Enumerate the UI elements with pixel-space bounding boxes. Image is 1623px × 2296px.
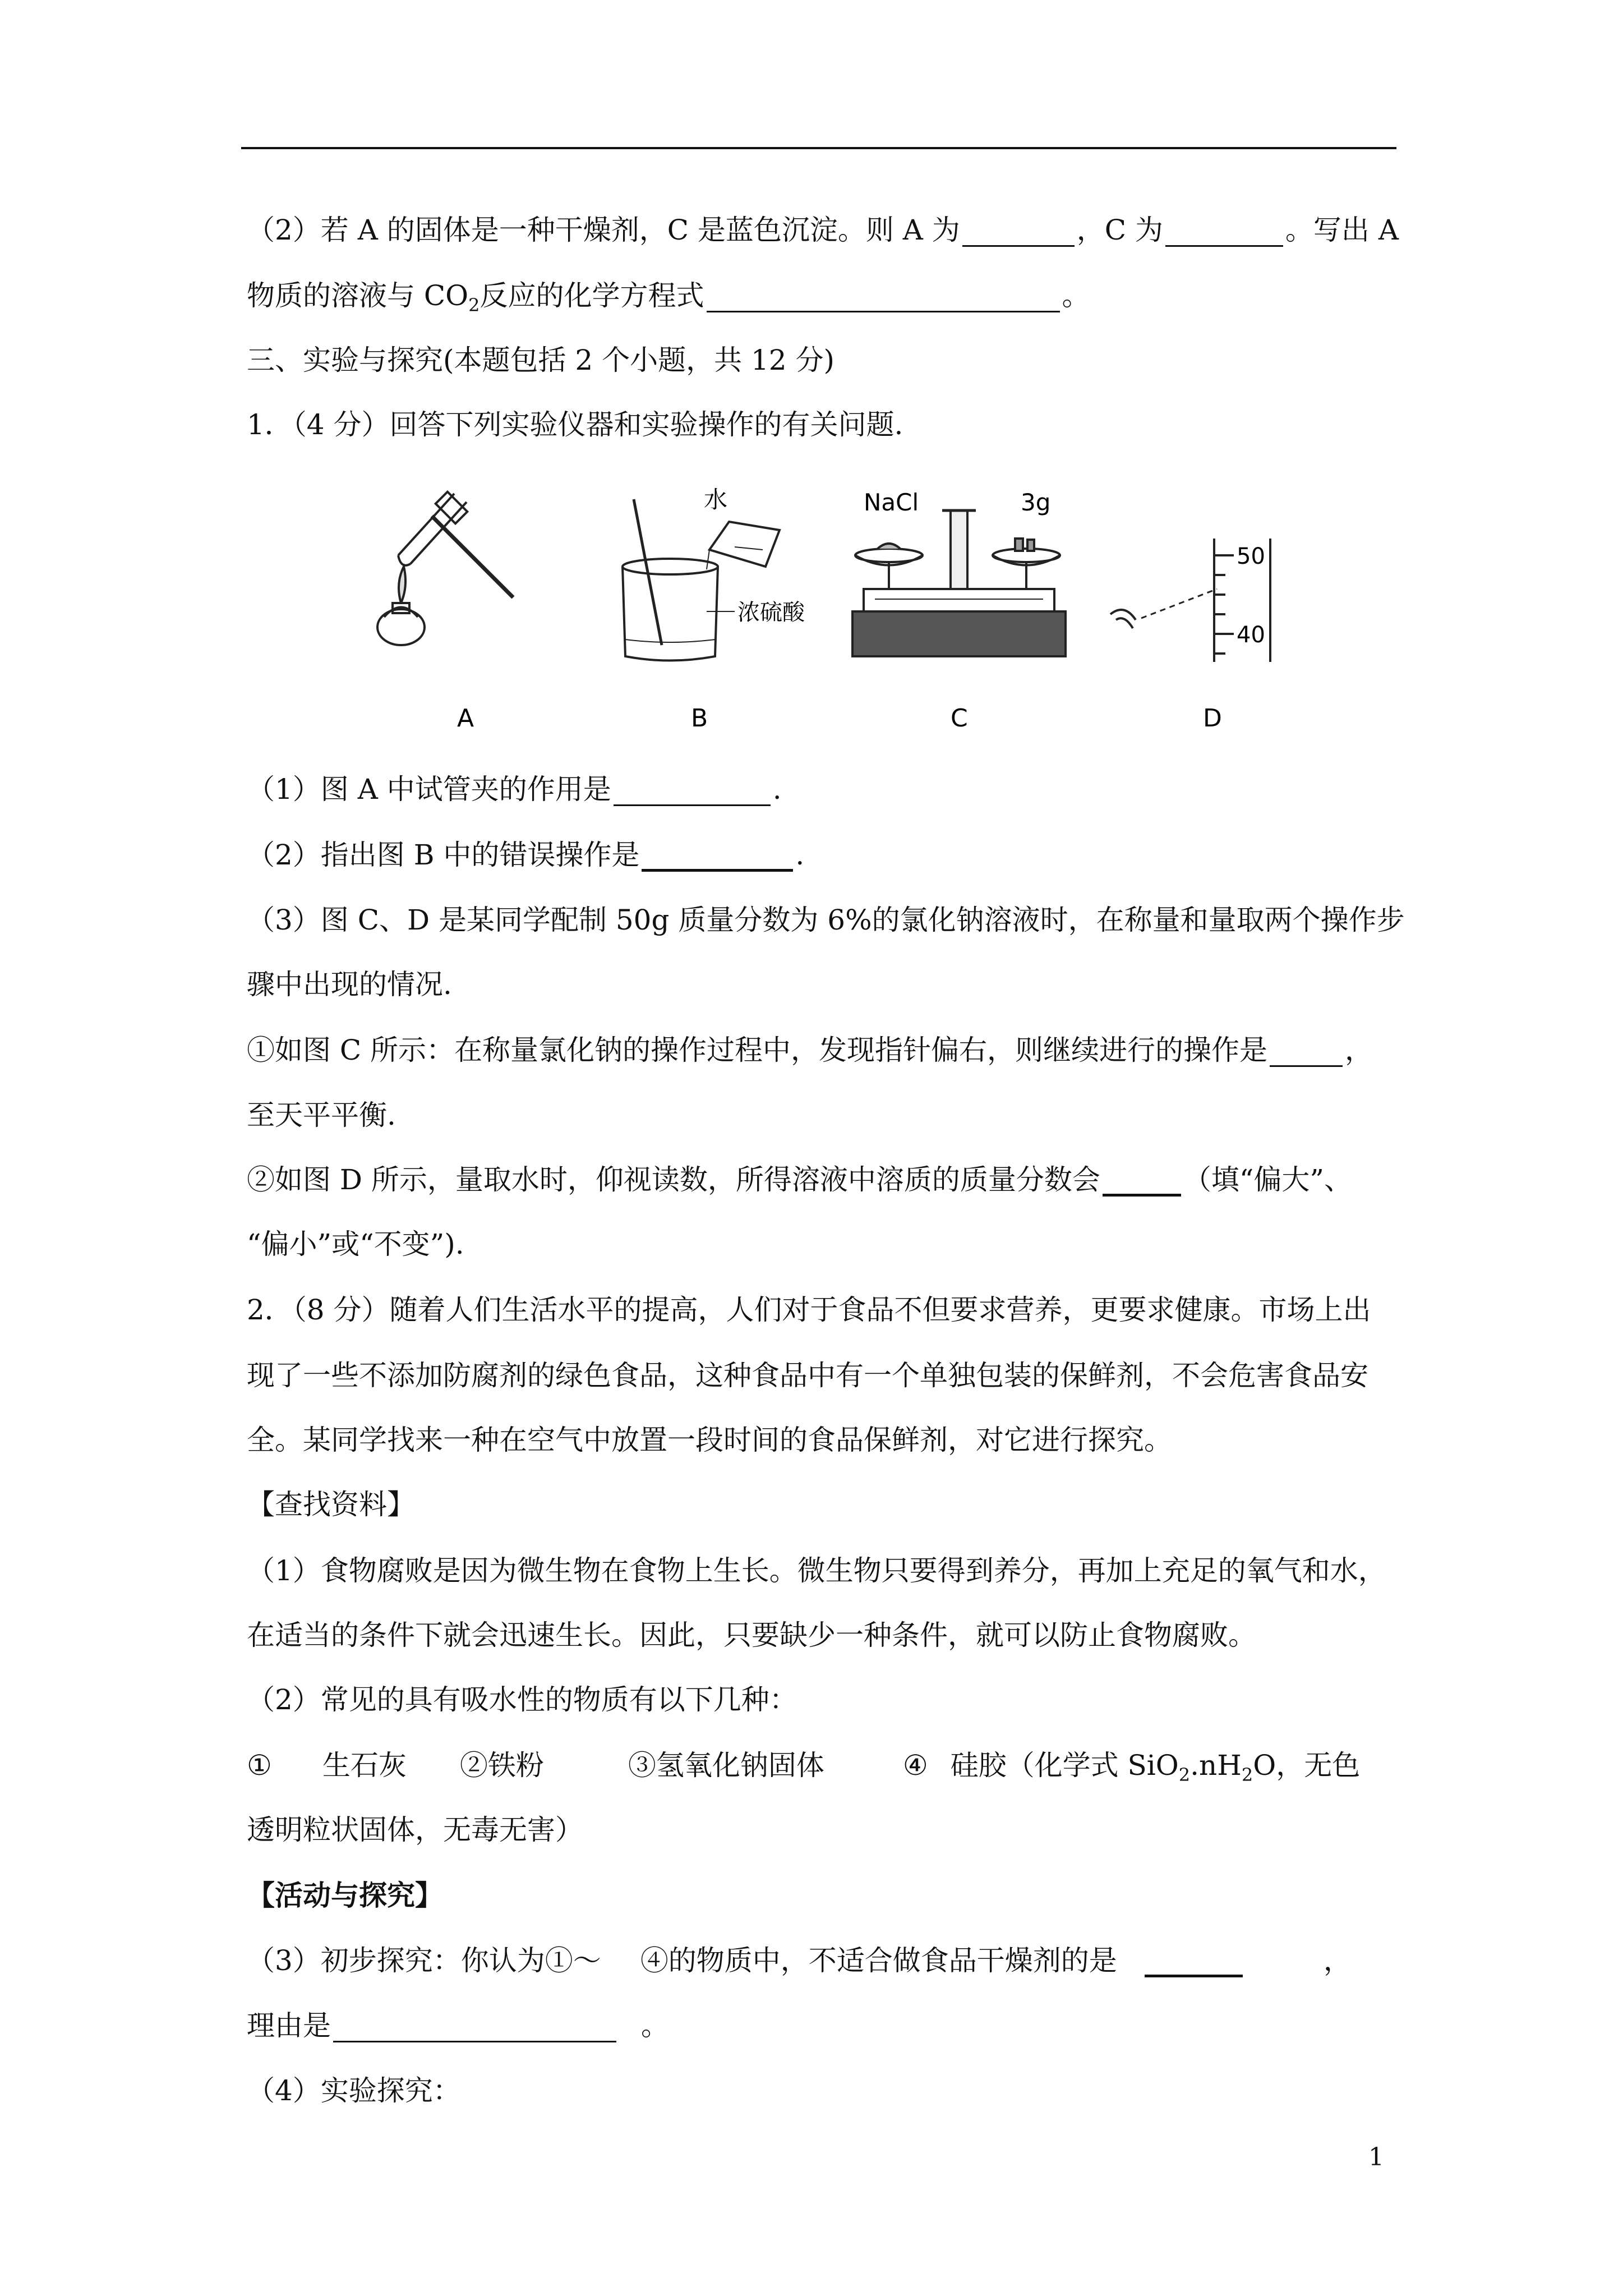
figure-c-balance bbox=[852, 510, 1066, 656]
label-d: D bbox=[1203, 704, 1222, 733]
answer-blank-c[interactable] bbox=[1165, 216, 1283, 247]
answer-blank-next-operation[interactable] bbox=[1270, 1036, 1343, 1067]
label-c: C bbox=[951, 704, 968, 733]
label-nacl: NaCl bbox=[864, 489, 919, 516]
activity-3-line2: 理由是 。 bbox=[247, 2009, 669, 2042]
absorbent-items-line2: 透明粒状固体，无毒无害） bbox=[247, 1814, 583, 1846]
activity-4: （4）实验探究： bbox=[247, 2074, 461, 2107]
apparatus-svg bbox=[370, 477, 1273, 740]
apparatus-figure bbox=[370, 477, 1273, 740]
find-info-1-line1: （1）食物腐败是因为微生物在食物上生长。微生物只要得到养分，再加上充足的氧气和水， bbox=[247, 1554, 1386, 1587]
q1-part3a-line1: ①如图 C 所示：在称量氯化钠的操作过程中，发现指针偏右，则继续进行的操作是 ， bbox=[247, 1034, 1373, 1066]
find-info-2: （2）常见的具有吸水性的物质有以下几种： bbox=[247, 1683, 797, 1716]
activity-heading: 【活动与探究】 bbox=[247, 1879, 443, 1912]
label-a: A bbox=[457, 704, 474, 733]
answer-blank-a[interactable] bbox=[962, 216, 1075, 247]
figure-a-tube-heating bbox=[377, 492, 513, 645]
q2-stem-line3: 全。某同学找来一种在空气中放置一段时间的食品保鲜剂，对它进行探究。 bbox=[247, 1424, 1172, 1456]
header-rule bbox=[241, 147, 1396, 149]
q1-part2: （2）指出图 B 中的错误操作是 . bbox=[247, 839, 805, 871]
answer-blank-mass-fraction[interactable] bbox=[1103, 1165, 1181, 1197]
q1-stem: 1．（4 分）回答下列实验仪器和实验操作的有关问题. bbox=[247, 408, 903, 441]
q2-part2-line1: （2）若 A 的固体是一种干燥剂，C 是蓝色沉淀。则 A 为 ，C 为 。写出 A bbox=[247, 214, 1399, 246]
figure-b-dilution bbox=[623, 499, 780, 661]
answer-blank-equation[interactable] bbox=[707, 282, 1060, 312]
find-info-heading: 【查找资料】 bbox=[247, 1488, 415, 1521]
label-50: 50 bbox=[1237, 544, 1265, 569]
label-conc-sulfuric-acid: 浓硫酸 bbox=[737, 600, 805, 625]
section3-heading: 三、实验与探究(本题包括 2 个小题，共 12 分) bbox=[247, 344, 835, 376]
q1-part3a-line2: 至天平平衡. bbox=[247, 1099, 396, 1131]
q1-part3b-line2: “偏小”或“不变”). bbox=[247, 1228, 464, 1260]
answer-blank-unsuitable-desiccant[interactable] bbox=[1145, 1945, 1243, 1977]
answer-blank-wrong-operation[interactable] bbox=[642, 840, 793, 872]
q1-part3b-line1: ②如图 D 所示，量取水时，仰视读数，所得溶液中溶质的质量分数会 （填“偏大”、 bbox=[247, 1163, 1352, 1196]
absorbent-items-line1: ① 生石灰 ②铁粉 ③氢氧化钠固体 ④ 硅胶（化学式 $SiO_2.nH_2O$，无色 bbox=[247, 1749, 1361, 1786]
q1-part1: （1）图 A 中试管夹的作用是 . bbox=[247, 773, 782, 806]
q1-part3-line2: 骤中出现的情况. bbox=[247, 968, 452, 1001]
page-number: 1 bbox=[1368, 2143, 1384, 2171]
label-weight-3g: 3g bbox=[1021, 489, 1051, 516]
find-info-1-line2: 在适当的条件下就会迅速生长。因此，只要缺少一种条件，就可以防止食物腐败。 bbox=[247, 1619, 1256, 1651]
label-water: 水 bbox=[704, 486, 728, 513]
q2-part2-line2: 物质的溶液与 $CO_2$反应的化学方程式 。 bbox=[247, 279, 1090, 316]
answer-blank-clamp-use[interactable] bbox=[614, 775, 771, 806]
answer-blank-reason[interactable] bbox=[333, 2012, 616, 2042]
q1-part3-line1: （3）图 C、D 是某同学配制 50g 质量分数为 6%的氯化钠溶液时，在称量和量取两个操作步 bbox=[247, 904, 1405, 936]
label-40: 40 bbox=[1237, 622, 1265, 648]
q2-stem-line1: 2．（8 分）随着人们生活水平的提高，人们对于食品不但要求营养，更要求健康。市场上出 bbox=[247, 1294, 1371, 1326]
activity-3-line1: （3）初步探究：你认为①～ ④的物质中，不适合做食品干燥剂的是 ， bbox=[247, 1944, 1352, 1977]
label-b: B bbox=[691, 704, 708, 733]
q2-stem-line2: 现了一些不添加防腐剂的绿色食品，这种食品中有一个单独包装的保鲜剂，不会危害食品安 bbox=[247, 1359, 1368, 1392]
